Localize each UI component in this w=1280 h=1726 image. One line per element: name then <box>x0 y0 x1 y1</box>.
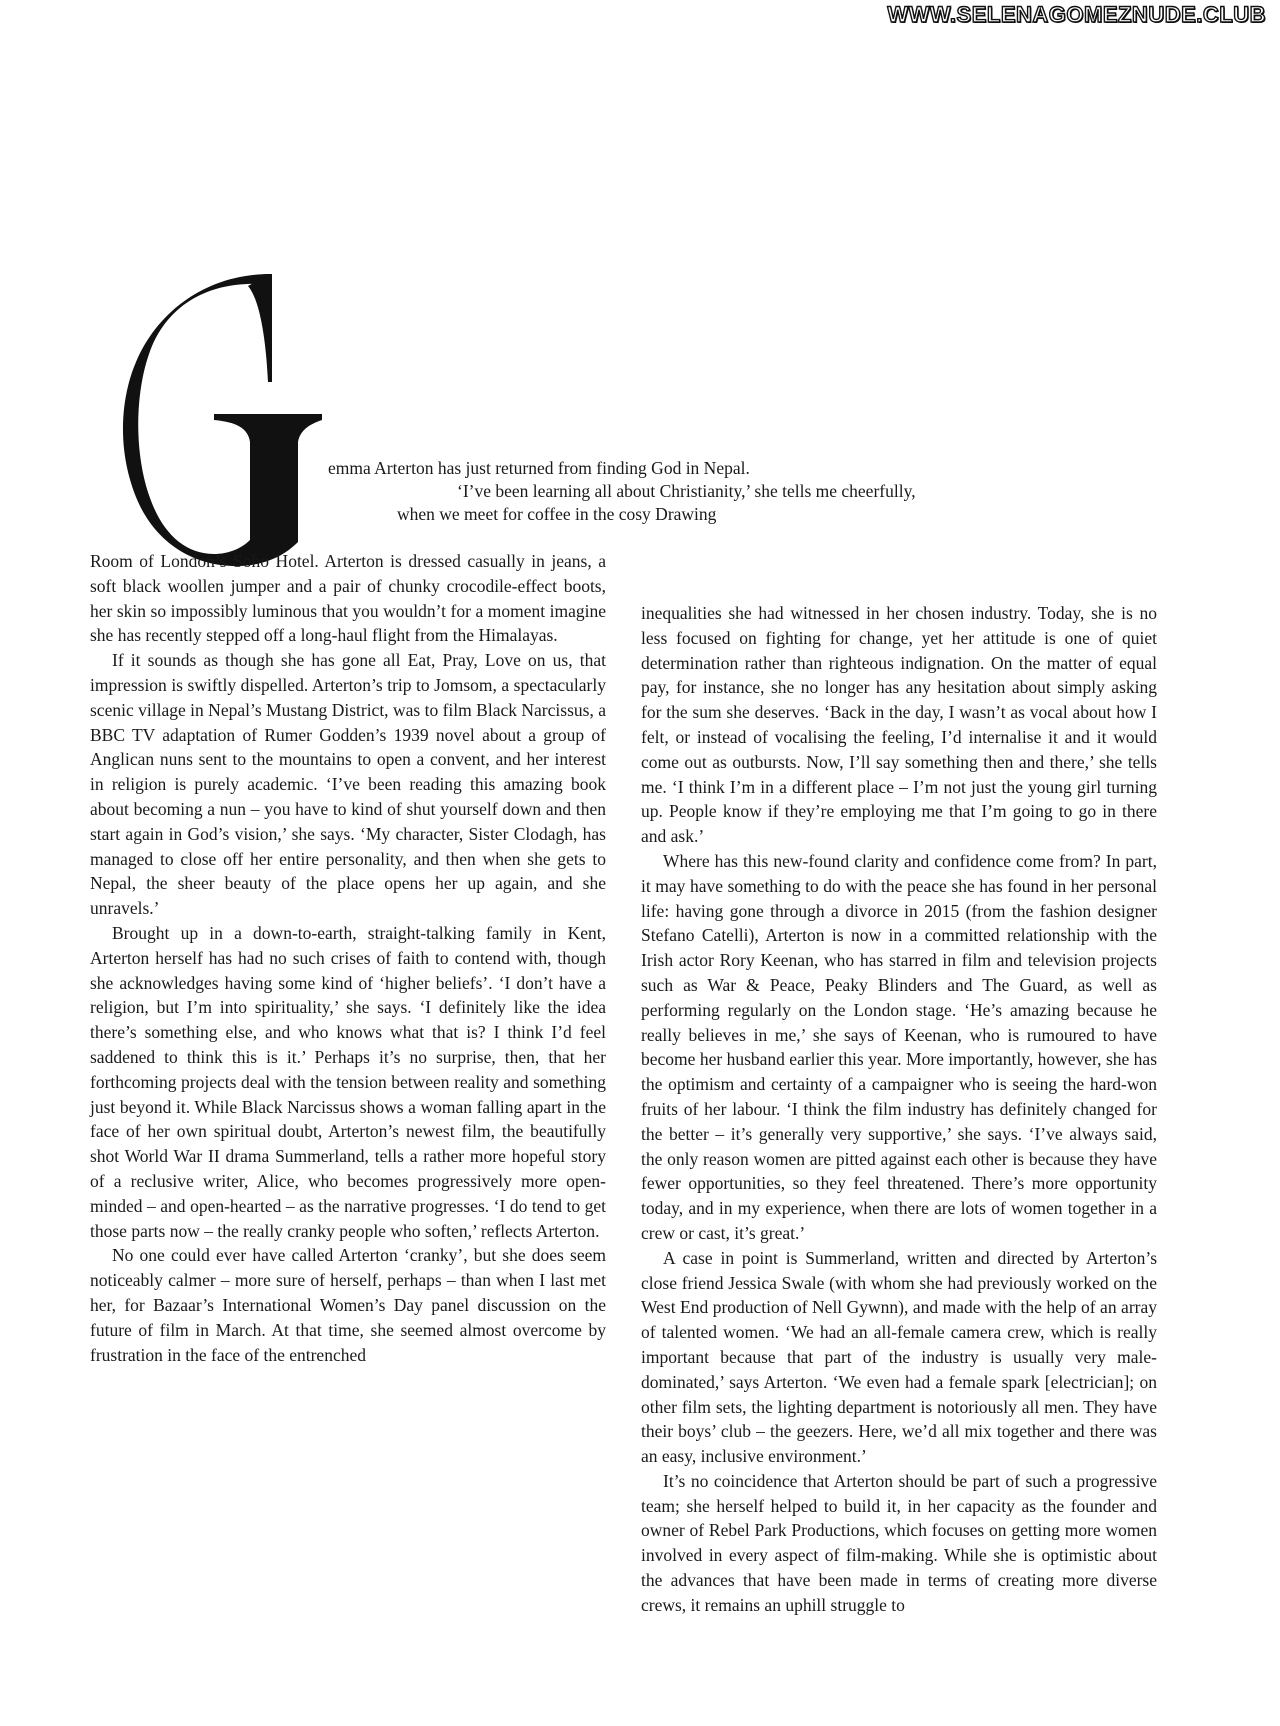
paragraph: No one could ever have called Arterton ‘cranky’, but she does seem noticeably calmer – more sure of herself, perhaps – than when I last met her, for Bazaar’s International Women’s Day panel discussion on the future of film in March. At that time, she seemed almost overcome by frustration in the face of the entrenched <box>90 1245 606 1365</box>
intro-line-2: ‘I’ve been learning all about Christianity,’ she tells me cheerfully, <box>457 481 916 501</box>
paragraph: Room of London’s Soho Hotel. Arterton is dressed casually in jeans, a soft black woollen jumper and a pair of chunky crocodile-effect boots, her skin so impossibly luminous that you wouldn’t for a moment imagine she has recently stepped off a long-haul flight from the Himalayas. <box>90 551 606 646</box>
dropcap-g <box>88 270 368 570</box>
article-right-column <box>641 601 1157 1618</box>
intro-line-1: emma Arterton has just returned from finding God in Nepal. <box>328 458 750 478</box>
paragraph: inequalities she had witnessed in her chosen industry. Today, she is no less focused on fighting for change, yet her attitude is one of quiet determination rather than righteous indignation. On the matter of equal pay, for instance, she no longer has any hesitation about simply asking for the sum she deserves. ‘Back in the day, I wasn’t as vocal about how I felt, or instead of vocalising the feeling, I’d internalise it and it would come out as outbursts. Now, I’ll say something then and there,’ she tells me. ‘I think I’m in a different place – I’m not just the young girl turning up. People know if they’re employing me that I’m going to go in there and ask.’ <box>641 603 1157 847</box>
article-left-column <box>90 549 606 1367</box>
paragraph: If it sounds as though she has gone all Eat, Pray, Love on us, that impression is swiftly dispelled. Arterton’s trip to Jomsom, a spectacularly scenic village in Nepal’s Mustang District, was to film Black Narcissus, a BBC TV adaptation of Rumer Godden’s 1939 novel about a group of Anglican nuns sent to the mountains to open a convent, and her interest in religion is purely academic. ‘I’ve been reading this amazing book about becoming a nun – you have to kind of shut yourself down and then start again in God’s vision,’ she says. ‘My character, Sister Clodagh, has managed to close off her entire personality, and then when she gets to Nepal, the sheer beauty of the place opens her up again, and she unravels.’ <box>90 650 606 919</box>
watermark-text: WWW.SELENAGOMEZNUDE.CLUB <box>887 2 1266 27</box>
paragraph: Brought up in a down-to-earth, straight-talking family in Kent, Arterton herself has had no such crises of faith to contend with, though she acknowledges having some kind of ‘higher beliefs’. ‘I don’t have a religion, but I’m into spirituality,’ she says. ‘I definitely like the idea there’s something else, and who knows what that is? I think I’d feel saddened to think this is it.’ Perhaps it’s no surprise, then, that her forthcoming projects deal with the tension between reality and something just beyond it. While Black Narcissus shows a woman falling apart in the face of her own spiritual doubt, Arterton’s newest film, the beautifully shot World War II drama Summerland, tells a rather more hopeful story of a reclusive writer, Alice, who becomes progressively more open-minded – and open-hearted – as the narrative progresses. ‘I do tend to get those parts now – the really cranky people who soften,’ reflects Arterton. <box>90 922 606 1241</box>
paragraph: A case in point is Summerland, written and directed by Arterton’s close friend Jessica Swale (with whom she had previously worked on the West End production of Nell Gywnn), and made with the help of an array of talented women. ‘We had an all-female camera crew, which is really important because that part of the industry is usually very male-dominated,’ says Arterton. ‘We even had a female spark [electrician]; on other film sets, the lighting department is notoriously all men. They have their boys’ club – the geezers. Here, we’d all mix together and there was an easy, inclusive environment.’ <box>641 1247 1157 1467</box>
paragraph: Where has this new-found clarity and confidence come from? In part, it may have something to do with the peace she has found in her personal life: having gone through a divorce in 2015 (from the fashion designer Stefano Catelli), Arterton is now in a committed relationship with the Irish actor Rory Keenan, who has starred in film and television projects such as War & Peace, Peaky Blinders and The Guard, as well as performing regularly on the London stage. ‘He’s amazing because he really believes in me,’ she says of Keenan, who is rumoured to have become her husband earlier this year. More importantly, however, she has the optimism and certainty of a campaigner who is seeing the hard-won fruits of her labour. ‘I think the film industry has definitely changed for the better – it’s generally very supportive,’ she says. ‘I’ve always said, the only reason women are pitted against each other is because they have fewer opportunities, so they feel threatened. There’s more opportunity today, and in my experience, when there are lots of women together in a crew or cast, it’s great.’ <box>641 850 1157 1243</box>
intro-line-3: when we meet for coffee in the cosy Drawing <box>397 504 717 524</box>
paragraph: It’s no coincidence that Arterton should be part of such a progressive team; she herself helped to build it, in her capacity as the founder and owner of Rebel Park Productions, which focuses on getting more women involved in every aspect of film-making. While she is optimistic about the advances that have been made in terms of creating more diverse crews, it remains an uphill struggle to <box>641 1470 1157 1615</box>
